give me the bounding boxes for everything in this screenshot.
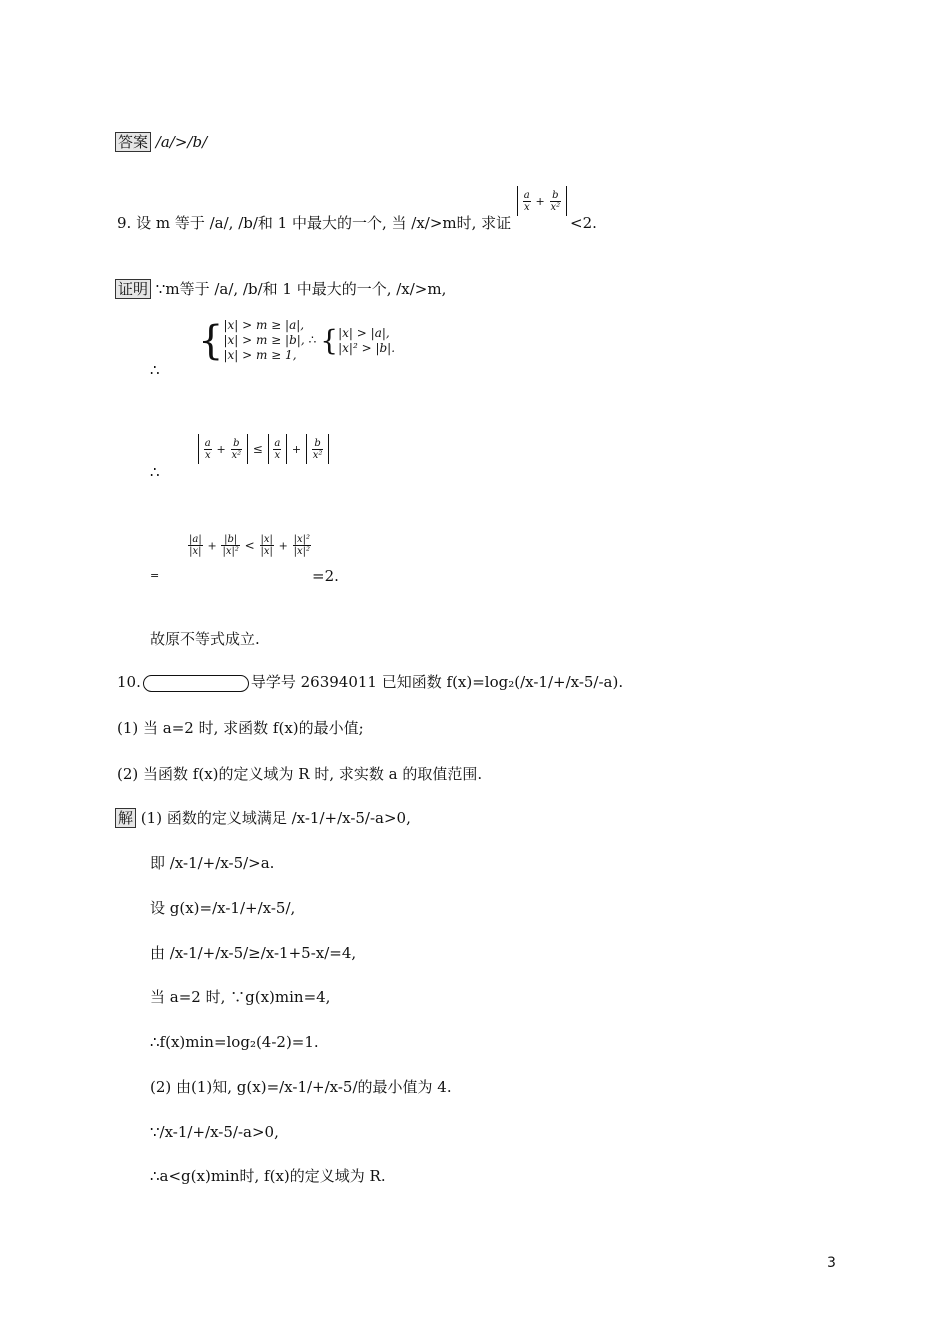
- page-number: 3: [827, 1255, 836, 1271]
- question-10-stem: 导学号 26394011 已知函数 f(x)=log₂(/x-1/+/x-5/-a).: [250, 673, 624, 691]
- solution-line: 当 a=2 时, ∵g(x)min=4,: [150, 988, 331, 1006]
- solution-line: ∵/x-1/+/x-5/-a>0,: [150, 1123, 279, 1141]
- proof-tag: 证明: [115, 279, 151, 299]
- question-10-part-2: (2) 当函数 f(x)的定义域为 R 时, 求实数 a 的取值范围.: [117, 765, 483, 783]
- question-10-part-1: (1) 当 a=2 时, 求函数 f(x)的最小值;: [117, 719, 364, 737]
- equals-prefix: =: [150, 569, 160, 582]
- question-10-number: 10.: [117, 673, 141, 691]
- proof-line-1: [115, 279, 446, 299]
- question-10-line: [117, 672, 623, 692]
- solution-tag: 解: [115, 808, 136, 828]
- solution-text: (1) 函数的定义域满足 /x-1/+/x-5/-a>0,: [140, 809, 411, 827]
- solution-line: 即 /x-1/+/x-5/>a.: [150, 854, 275, 872]
- sys1-line: |x| > m ≥ |a|,: [223, 318, 305, 332]
- solution-line: 设 g(x)=/x-1/+/x-5/,: [150, 899, 296, 917]
- sys2-line: |x| > |a|,: [338, 325, 390, 340]
- proof-text-1: ∵m等于 /a/, /b/和 1 中最大的一个, /x/>m,: [155, 280, 447, 298]
- answer-line: [115, 132, 207, 152]
- question-9-formula: $\frac{a}{x}$ + $\frac{b}{\text{x²}}$: [517, 186, 567, 216]
- answer-tag: 答案: [115, 132, 151, 152]
- equals-suffix: =2.: [312, 567, 339, 585]
- answer-text: /a/>/b/: [155, 133, 208, 151]
- fraction-comparison-formula: $\frac{|a|}{|x|}$ + $\frac{|b|}{\text{|x|²}}$ < $\frac{|x|}{|x|}$ + $\frac{\text{|x|²}}{\text{|x|²}}$: [189, 534, 311, 557]
- question-9-suffix: <2.: [570, 214, 597, 232]
- solution-line: (2) 由(1)知, g(x)=/x-1/+/x-5/的最小值为 4.: [150, 1078, 452, 1096]
- sys1-line: |x| > m ≥ |b|,: [223, 333, 305, 347]
- solution-line: ∴a<g(x)min时, f(x)的定义域为 R.: [150, 1167, 386, 1185]
- proof-conclusion: 故原不等式成立.: [150, 630, 260, 648]
- solution-line-1: [115, 808, 411, 828]
- sys2-line: |x|² > |b|.: [338, 340, 396, 355]
- sys1-line: |x| > m ≥ 1,: [223, 348, 297, 362]
- therefore-2: ∴: [150, 463, 160, 481]
- badge-outline: [143, 675, 249, 692]
- mid-therefore: ∴: [308, 333, 317, 347]
- system-of-inequalities: { |x| > m ≥ |a|, |x| > m ≥ |b|, |x| > m ≥ 1, ∴ { |x| > |a|, |x|² > |b|.: [198, 317, 396, 364]
- triangle-inequality-formula: $\frac{a}{x}$ + $\frac{b}{\text{x²}}$ ≤ $\frac{a}{x}$ + $\frac{b}{\text{x²}}$: [198, 434, 329, 464]
- solution-line: ∴f(x)min=log₂(4-2)=1.: [150, 1033, 319, 1051]
- solution-line: 由 /x-1/+/x-5/≥/x-1+5-x/=4,: [150, 944, 357, 962]
- question-9-prefix: 9. 设 m 等于 /a/, /b/和 1 中最大的一个, 当 /x/>m时, 求证: [117, 214, 512, 232]
- therefore-1: ∴: [150, 361, 160, 379]
